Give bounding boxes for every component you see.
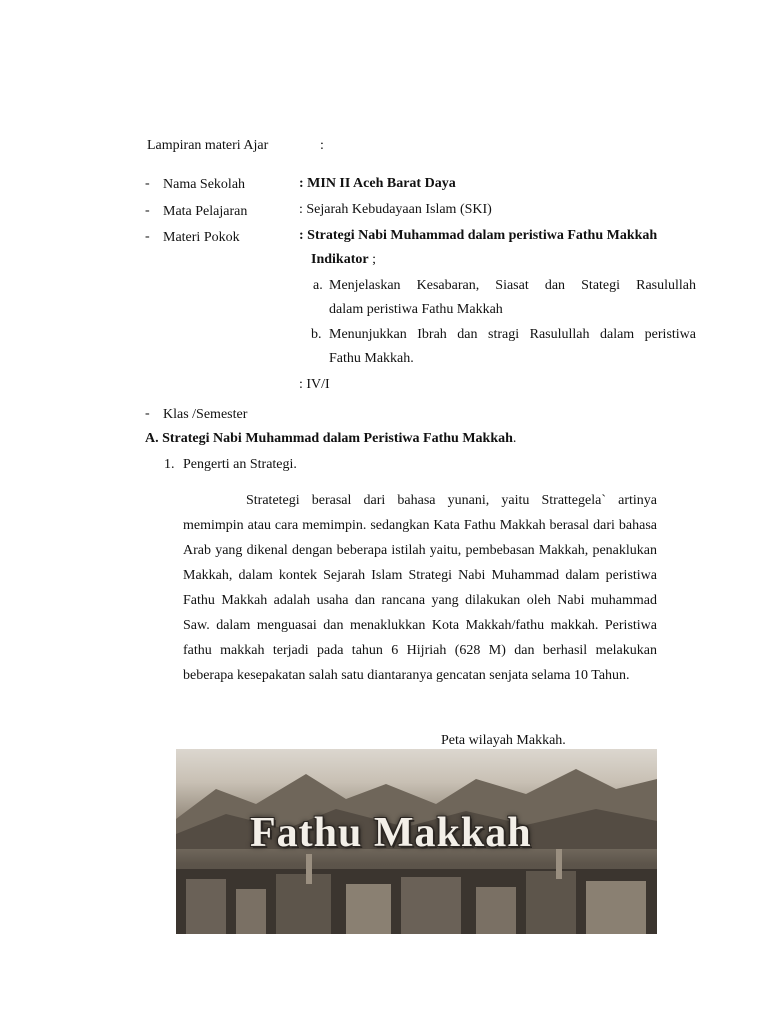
dash-bullet: - bbox=[145, 176, 150, 191]
dash-bullet: - bbox=[145, 203, 150, 218]
subsection-number: 1. bbox=[164, 457, 175, 472]
topic-label: Materi Pokok bbox=[163, 230, 240, 245]
section-heading-text: A. Strategi Nabi Muhammad dalam Peristiwa Fathu Makkah bbox=[145, 431, 513, 446]
body-paragraph: Stratetegi berasal dari bahasa yunani, yaitu Strattegela` artinya memimpin atau cara memimpin. sedangkan Kata Fathu Makkah berasal dari bahasa Arab yang dikenal dengan beberapa istilah yaitu, pembebasan Makkah, penaklukan Makkah, dalam kontek Sejarah Islam Strategi Nabi Muhammad dalam peristiwa Fathu Makkah adalah usaha dan rancana yang dilakukan oleh Nabi muhammad Saw. dalam menguasai dan menaklukkan Kota Makkah/fathu makkah. Peristiwa fathu makkah terjadi pada tahun 6 Hijriah (628 M) dan berhasil melakukan beberapa kesepakatan salah satu diantaranya gencatan senjata selama 10 Tahun. bbox=[183, 493, 657, 683]
subject-label: Mata Pelajaran bbox=[163, 204, 248, 219]
subject-value: : Sejarah Kebudayaan Islam (SKI) bbox=[299, 202, 492, 217]
indicator-text-cont: dalam peristiwa Fathu Makkah bbox=[329, 302, 503, 317]
dash-bullet: - bbox=[145, 406, 150, 421]
indicator-marker: b. bbox=[311, 327, 322, 342]
indicator-marker: a. bbox=[313, 278, 323, 293]
section-heading bbox=[145, 431, 516, 447]
school-label: Nama Sekolah bbox=[163, 177, 246, 192]
indicator-text: Menjelaskan Kesabaran, Siasat dan Stategi Rasulullah bbox=[329, 278, 696, 293]
dash-bullet: - bbox=[145, 229, 150, 244]
indicator-label: Indikator bbox=[311, 252, 369, 267]
section-heading-dot: . bbox=[512, 431, 517, 446]
city-buildings bbox=[176, 849, 657, 934]
indicator-text-cont: Fathu Makkah. bbox=[329, 351, 414, 366]
school-value: : MIN II Aceh Barat Daya bbox=[299, 176, 456, 191]
image-caption: Peta wilayah Makkah. bbox=[441, 733, 566, 748]
class-label: Klas /Semester bbox=[163, 407, 248, 422]
attachment-label: Lampiran materi Ajar bbox=[147, 138, 269, 153]
topic-value: : Strategi Nabi Muhammad dalam peristiwa Fathu Makkah bbox=[299, 228, 658, 243]
image-title-art: Fathu Makkah bbox=[250, 810, 532, 856]
indicator-suffix: ; bbox=[368, 252, 376, 267]
class-value: : IV/I bbox=[299, 377, 330, 392]
attachment-colon: : bbox=[320, 138, 324, 153]
indicator-text: Menunjukkan Ibrah dan stragi Rasulullah dalam peristiwa bbox=[329, 327, 696, 342]
makkah-photo bbox=[176, 749, 657, 934]
indicator-heading bbox=[311, 252, 376, 268]
subsection-title: Pengerti an Strategi. bbox=[183, 457, 297, 472]
